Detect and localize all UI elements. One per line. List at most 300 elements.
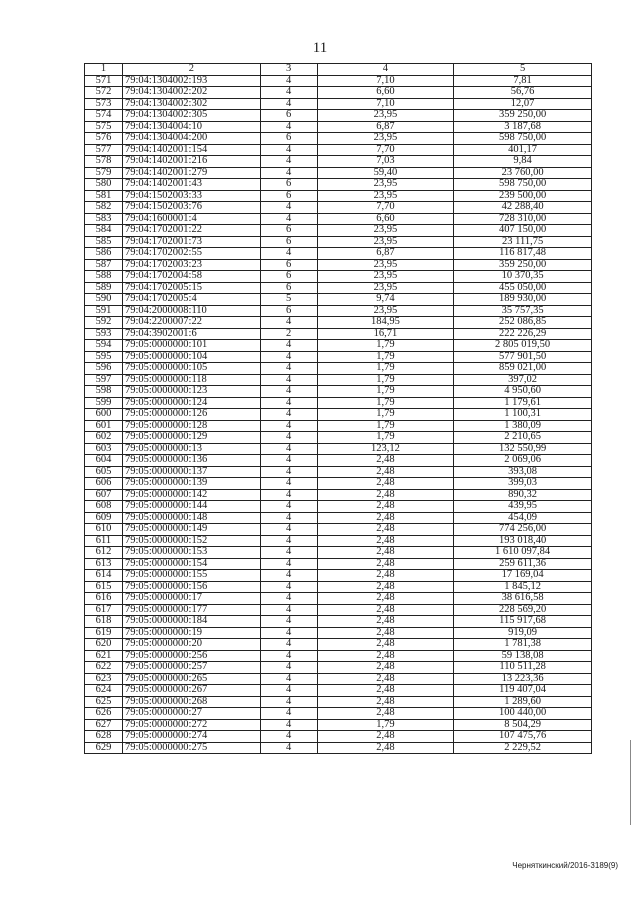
rate-value: 23,95 bbox=[317, 225, 454, 237]
row-number: 600 bbox=[85, 409, 123, 421]
group-code: 4 bbox=[260, 478, 317, 490]
group-code: 5 bbox=[260, 294, 317, 306]
group-code: 6 bbox=[260, 236, 317, 248]
row-number: 590 bbox=[85, 294, 123, 306]
rate-value: 1,79 bbox=[317, 719, 454, 731]
table-row bbox=[85, 524, 592, 536]
column-header-5: 5 bbox=[454, 64, 592, 76]
group-code: 6 bbox=[260, 282, 317, 294]
cadastral-value: 222 226,29 bbox=[454, 328, 592, 340]
rate-value: 2,48 bbox=[317, 547, 454, 559]
row-number: 609 bbox=[85, 512, 123, 524]
cadastral-value: 401,17 bbox=[454, 144, 592, 156]
cadastral-number: 79:05:0000000:156 bbox=[122, 581, 260, 593]
group-code: 4 bbox=[260, 409, 317, 421]
group-code: 4 bbox=[260, 340, 317, 352]
cadastral-number: 79:05:0000000:155 bbox=[122, 570, 260, 582]
cadastral-value: 919,09 bbox=[454, 627, 592, 639]
rate-value: 123,12 bbox=[317, 443, 454, 455]
group-code: 4 bbox=[260, 627, 317, 639]
cadastral-number: 79:05:0000000:153 bbox=[122, 547, 260, 559]
scan-margin-line bbox=[630, 740, 631, 825]
group-code: 4 bbox=[260, 213, 317, 225]
rate-value: 1,79 bbox=[317, 340, 454, 352]
cadastral-value: 774 256,00 bbox=[454, 524, 592, 536]
group-code: 4 bbox=[260, 466, 317, 478]
rate-value: 1,79 bbox=[317, 420, 454, 432]
table-row bbox=[85, 397, 592, 409]
cadastral-number: 79:05:0000000:257 bbox=[122, 662, 260, 674]
row-number: 605 bbox=[85, 466, 123, 478]
cadastral-number: 79:04:1304002:193 bbox=[122, 75, 260, 87]
table-row bbox=[85, 512, 592, 524]
group-code: 4 bbox=[260, 397, 317, 409]
rate-value: 2,48 bbox=[317, 639, 454, 651]
table-row bbox=[85, 627, 592, 639]
row-number: 578 bbox=[85, 156, 123, 168]
group-code: 4 bbox=[260, 650, 317, 662]
rate-value: 2,48 bbox=[317, 604, 454, 616]
cadastral-value: 890,32 bbox=[454, 489, 592, 501]
cadastral-number: 79:05:0000000:275 bbox=[122, 742, 260, 754]
cadastral-value: 42 288,40 bbox=[454, 202, 592, 214]
cadastral-value: 17 169,04 bbox=[454, 570, 592, 582]
cadastral-number: 79:05:0000000:123 bbox=[122, 386, 260, 398]
rate-value: 2,48 bbox=[317, 524, 454, 536]
rate-value: 1,79 bbox=[317, 432, 454, 444]
row-number: 580 bbox=[85, 179, 123, 191]
table-row bbox=[85, 558, 592, 570]
row-number: 620 bbox=[85, 639, 123, 651]
rate-value: 7,03 bbox=[317, 156, 454, 168]
table-row bbox=[85, 294, 592, 306]
table-row bbox=[85, 179, 592, 191]
cadastral-number: 79:05:0000000:105 bbox=[122, 363, 260, 375]
table-row bbox=[85, 133, 592, 145]
cadastral-value: 12,07 bbox=[454, 98, 592, 110]
row-number: 574 bbox=[85, 110, 123, 122]
rate-value: 23,95 bbox=[317, 271, 454, 283]
table-row bbox=[85, 685, 592, 697]
row-number: 611 bbox=[85, 535, 123, 547]
rate-value: 2,48 bbox=[317, 627, 454, 639]
cadastral-number: 79:04:1304002:202 bbox=[122, 87, 260, 99]
rate-value: 23,95 bbox=[317, 282, 454, 294]
rate-value: 2,48 bbox=[317, 685, 454, 697]
table-row bbox=[85, 202, 592, 214]
table-row bbox=[85, 662, 592, 674]
group-code: 6 bbox=[260, 259, 317, 271]
rate-value: 2,48 bbox=[317, 478, 454, 490]
cadastral-number: 79:05:0000000:148 bbox=[122, 512, 260, 524]
group-code: 4 bbox=[260, 524, 317, 536]
group-code: 6 bbox=[260, 110, 317, 122]
table-row bbox=[85, 489, 592, 501]
row-number: 571 bbox=[85, 75, 123, 87]
table-row bbox=[85, 432, 592, 444]
row-number: 583 bbox=[85, 213, 123, 225]
cadastral-value: 454,09 bbox=[454, 512, 592, 524]
cadastral-number: 79:05:0000000:149 bbox=[122, 524, 260, 536]
table-row bbox=[85, 409, 592, 421]
row-number: 582 bbox=[85, 202, 123, 214]
cadastral-number: 79:05:0000000:137 bbox=[122, 466, 260, 478]
rate-value: 2,48 bbox=[317, 489, 454, 501]
cadastral-number: 79:05:0000000:126 bbox=[122, 409, 260, 421]
table-row bbox=[85, 248, 592, 260]
table-row bbox=[85, 75, 592, 87]
rate-value: 1,79 bbox=[317, 363, 454, 375]
group-code: 4 bbox=[260, 75, 317, 87]
row-number: 588 bbox=[85, 271, 123, 283]
group-code: 4 bbox=[260, 87, 317, 99]
rate-value: 9,74 bbox=[317, 294, 454, 306]
rate-value: 2,48 bbox=[317, 616, 454, 628]
table-row bbox=[85, 455, 592, 467]
cadastral-number: 79:04:1702003:23 bbox=[122, 259, 260, 271]
rate-value: 2,48 bbox=[317, 673, 454, 685]
group-code: 4 bbox=[260, 570, 317, 582]
group-code: 4 bbox=[260, 432, 317, 444]
cadastral-value: 239 500,00 bbox=[454, 190, 592, 202]
rate-value: 7,10 bbox=[317, 75, 454, 87]
cadastral-value: 8 504,29 bbox=[454, 719, 592, 731]
cadastral-value: 577 901,50 bbox=[454, 351, 592, 363]
rate-value: 1,79 bbox=[317, 351, 454, 363]
cadastral-value: 9,84 bbox=[454, 156, 592, 168]
row-number: 619 bbox=[85, 627, 123, 639]
table-row bbox=[85, 121, 592, 133]
row-number: 597 bbox=[85, 374, 123, 386]
group-code: 6 bbox=[260, 305, 317, 317]
table-row bbox=[85, 719, 592, 731]
table-row bbox=[85, 190, 592, 202]
rate-value: 7,10 bbox=[317, 98, 454, 110]
rate-value: 6,87 bbox=[317, 248, 454, 260]
table-row bbox=[85, 213, 592, 225]
cadastral-value: 56,76 bbox=[454, 87, 592, 99]
table-row bbox=[85, 282, 592, 294]
group-code: 4 bbox=[260, 363, 317, 375]
rate-value: 2,48 bbox=[317, 558, 454, 570]
row-number: 572 bbox=[85, 87, 123, 99]
rate-value: 2,48 bbox=[317, 512, 454, 524]
group-code: 4 bbox=[260, 489, 317, 501]
cadastral-number: 79:05:0000000:101 bbox=[122, 340, 260, 352]
row-number: 592 bbox=[85, 317, 123, 329]
table-row bbox=[85, 673, 592, 685]
rate-value: 1,79 bbox=[317, 397, 454, 409]
row-number: 613 bbox=[85, 558, 123, 570]
group-code: 6 bbox=[260, 225, 317, 237]
row-number: 627 bbox=[85, 719, 123, 731]
rate-value: 2,48 bbox=[317, 708, 454, 720]
group-code: 4 bbox=[260, 443, 317, 455]
cadastral-value: 2 229,52 bbox=[454, 742, 592, 754]
table-row bbox=[85, 696, 592, 708]
rate-value: 7,70 bbox=[317, 202, 454, 214]
table-header-row bbox=[85, 64, 592, 76]
rate-value: 6,60 bbox=[317, 213, 454, 225]
table-row bbox=[85, 156, 592, 168]
cadastral-number: 79:05:0000000:177 bbox=[122, 604, 260, 616]
cadastral-value: 359 250,00 bbox=[454, 110, 592, 122]
row-number: 622 bbox=[85, 662, 123, 674]
group-code: 4 bbox=[260, 696, 317, 708]
row-number: 601 bbox=[85, 420, 123, 432]
cadastral-number: 79:04:1402001:279 bbox=[122, 167, 260, 179]
rate-value: 23,95 bbox=[317, 305, 454, 317]
cadastral-number: 79:05:0000000:124 bbox=[122, 397, 260, 409]
cadastral-value: 100 440,00 bbox=[454, 708, 592, 720]
cadastral-value: 1 289,60 bbox=[454, 696, 592, 708]
rate-value: 2,48 bbox=[317, 466, 454, 478]
row-number: 616 bbox=[85, 593, 123, 605]
column-header-2: 2 bbox=[122, 64, 260, 76]
row-number: 610 bbox=[85, 524, 123, 536]
cadastral-number: 79:04:3902001:6 bbox=[122, 328, 260, 340]
table-row bbox=[85, 317, 592, 329]
rate-value: 2,48 bbox=[317, 731, 454, 743]
group-code: 2 bbox=[260, 328, 317, 340]
cadastral-value: 359 250,00 bbox=[454, 259, 592, 271]
table-row bbox=[85, 351, 592, 363]
column-header-4: 4 bbox=[317, 64, 454, 76]
cadastral-value-table bbox=[84, 63, 592, 754]
row-number: 618 bbox=[85, 616, 123, 628]
row-number: 623 bbox=[85, 673, 123, 685]
row-number: 615 bbox=[85, 581, 123, 593]
cadastral-number: 79:04:1502003:76 bbox=[122, 202, 260, 214]
cadastral-value: 728 310,00 bbox=[454, 213, 592, 225]
cadastral-value: 119 407,04 bbox=[454, 685, 592, 697]
group-code: 4 bbox=[260, 673, 317, 685]
cadastral-number: 79:04:1702004:58 bbox=[122, 271, 260, 283]
group-code: 4 bbox=[260, 616, 317, 628]
cadastral-value: 1 781,38 bbox=[454, 639, 592, 651]
cadastral-number: 79:05:0000000:268 bbox=[122, 696, 260, 708]
group-code: 4 bbox=[260, 731, 317, 743]
cadastral-number: 79:04:1304004:200 bbox=[122, 133, 260, 145]
group-code: 4 bbox=[260, 121, 317, 133]
table-row bbox=[85, 87, 592, 99]
group-code: 4 bbox=[260, 420, 317, 432]
cadastral-value: 189 930,00 bbox=[454, 294, 592, 306]
table-row bbox=[85, 501, 592, 513]
group-code: 4 bbox=[260, 742, 317, 754]
cadastral-number: 79:04:1702005:15 bbox=[122, 282, 260, 294]
row-number: 595 bbox=[85, 351, 123, 363]
rate-value: 23,95 bbox=[317, 190, 454, 202]
table-row bbox=[85, 236, 592, 248]
group-code: 4 bbox=[260, 202, 317, 214]
cadastral-number: 79:04:1304002:302 bbox=[122, 98, 260, 110]
cadastral-value: 1 845,12 bbox=[454, 581, 592, 593]
table-row bbox=[85, 547, 592, 559]
cadastral-number: 79:04:1702001:73 bbox=[122, 236, 260, 248]
table-row bbox=[85, 167, 592, 179]
row-number: 575 bbox=[85, 121, 123, 133]
cadastral-value: 59 138,08 bbox=[454, 650, 592, 662]
row-number: 626 bbox=[85, 708, 123, 720]
cadastral-number: 79:05:0000000:274 bbox=[122, 731, 260, 743]
cadastral-number: 79:04:1402001:154 bbox=[122, 144, 260, 156]
document-reference: Черняткинский/2016-3189(9) bbox=[512, 861, 618, 870]
row-number: 625 bbox=[85, 696, 123, 708]
table-row bbox=[85, 340, 592, 352]
cadastral-value: 107 475,76 bbox=[454, 731, 592, 743]
row-number: 598 bbox=[85, 386, 123, 398]
cadastral-number: 79:05:0000000:104 bbox=[122, 351, 260, 363]
group-code: 4 bbox=[260, 581, 317, 593]
group-code: 4 bbox=[260, 708, 317, 720]
group-code: 4 bbox=[260, 604, 317, 616]
cadastral-number: 79:04:1304002:305 bbox=[122, 110, 260, 122]
cadastral-number: 79:05:0000000:184 bbox=[122, 616, 260, 628]
rate-value: 2,48 bbox=[317, 455, 454, 467]
rate-value: 6,87 bbox=[317, 121, 454, 133]
cadastral-value: 1 100,31 bbox=[454, 409, 592, 421]
rate-value: 2,48 bbox=[317, 570, 454, 582]
rate-value: 184,95 bbox=[317, 317, 454, 329]
row-number: 624 bbox=[85, 685, 123, 697]
cadastral-value: 228 569,20 bbox=[454, 604, 592, 616]
row-number: 596 bbox=[85, 363, 123, 375]
group-code: 4 bbox=[260, 719, 317, 731]
cadastral-value: 38 616,58 bbox=[454, 593, 592, 605]
cadastral-number: 79:05:0000000:152 bbox=[122, 535, 260, 547]
table-row bbox=[85, 616, 592, 628]
rate-value: 23,95 bbox=[317, 110, 454, 122]
group-code: 4 bbox=[260, 547, 317, 559]
table-row bbox=[85, 593, 592, 605]
row-number: 607 bbox=[85, 489, 123, 501]
table-row bbox=[85, 581, 592, 593]
cadastral-number: 79:04:1702005:4 bbox=[122, 294, 260, 306]
cadastral-value: 116 817,48 bbox=[454, 248, 592, 260]
cadastral-value: 439,95 bbox=[454, 501, 592, 513]
table-row bbox=[85, 225, 592, 237]
row-number: 581 bbox=[85, 190, 123, 202]
group-code: 6 bbox=[260, 133, 317, 145]
cadastral-number: 79:05:0000000:27 bbox=[122, 708, 260, 720]
group-code: 4 bbox=[260, 662, 317, 674]
table-row bbox=[85, 570, 592, 582]
table-row bbox=[85, 639, 592, 651]
cadastral-number: 79:05:0000000:128 bbox=[122, 420, 260, 432]
cadastral-number: 79:04:1702002:55 bbox=[122, 248, 260, 260]
cadastral-value: 598 750,00 bbox=[454, 179, 592, 191]
table-row bbox=[85, 98, 592, 110]
cadastral-value: 193 018,40 bbox=[454, 535, 592, 547]
table-row bbox=[85, 731, 592, 743]
cadastral-number: 79:05:0000000:13 bbox=[122, 443, 260, 455]
cadastral-value: 252 086,85 bbox=[454, 317, 592, 329]
cadastral-number: 79:05:0000000:139 bbox=[122, 478, 260, 490]
row-number: 606 bbox=[85, 478, 123, 490]
cadastral-number: 79:04:1402001:216 bbox=[122, 156, 260, 168]
cadastral-value: 7,81 bbox=[454, 75, 592, 87]
rate-value: 23,95 bbox=[317, 133, 454, 145]
rate-value: 2,48 bbox=[317, 662, 454, 674]
table-body bbox=[85, 75, 592, 754]
row-number: 577 bbox=[85, 144, 123, 156]
row-number: 587 bbox=[85, 259, 123, 271]
cadastral-value: 399,03 bbox=[454, 478, 592, 490]
cadastral-value: 259 611,36 bbox=[454, 558, 592, 570]
row-number: 585 bbox=[85, 236, 123, 248]
cadastral-value: 35 757,35 bbox=[454, 305, 592, 317]
table-row bbox=[85, 604, 592, 616]
cadastral-value: 1 179,61 bbox=[454, 397, 592, 409]
cadastral-value: 407 150,00 bbox=[454, 225, 592, 237]
group-code: 4 bbox=[260, 455, 317, 467]
rate-value: 23,95 bbox=[317, 259, 454, 271]
cadastral-number: 79:05:0000000:272 bbox=[122, 719, 260, 731]
row-number: 573 bbox=[85, 98, 123, 110]
group-code: 4 bbox=[260, 685, 317, 697]
row-number: 603 bbox=[85, 443, 123, 455]
cadastral-value: 132 550,99 bbox=[454, 443, 592, 455]
cadastral-value: 397,02 bbox=[454, 374, 592, 386]
table-row bbox=[85, 328, 592, 340]
rate-value: 23,95 bbox=[317, 179, 454, 191]
row-number: 594 bbox=[85, 340, 123, 352]
table-row bbox=[85, 305, 592, 317]
cadastral-number: 79:04:2000008:110 bbox=[122, 305, 260, 317]
cadastral-number: 79:05:0000000:17 bbox=[122, 593, 260, 605]
table-row bbox=[85, 478, 592, 490]
row-number: 579 bbox=[85, 167, 123, 179]
rate-value: 16,71 bbox=[317, 328, 454, 340]
rate-value: 1,79 bbox=[317, 374, 454, 386]
cadastral-number: 79:05:0000000:136 bbox=[122, 455, 260, 467]
table-row bbox=[85, 259, 592, 271]
cadastral-value: 115 917,68 bbox=[454, 616, 592, 628]
cadastral-number: 79:05:0000000:20 bbox=[122, 639, 260, 651]
row-number: 591 bbox=[85, 305, 123, 317]
group-code: 4 bbox=[260, 593, 317, 605]
rate-value: 2,48 bbox=[317, 581, 454, 593]
cadastral-value: 1 380,09 bbox=[454, 420, 592, 432]
group-code: 4 bbox=[260, 317, 317, 329]
cadastral-number: 79:05:0000000:142 bbox=[122, 489, 260, 501]
row-number: 629 bbox=[85, 742, 123, 754]
cadastral-number: 79:04:1502003:33 bbox=[122, 190, 260, 202]
cadastral-number: 79:05:0000000:267 bbox=[122, 685, 260, 697]
row-number: 612 bbox=[85, 547, 123, 559]
row-number: 621 bbox=[85, 650, 123, 662]
cadastral-value: 110 511,28 bbox=[454, 662, 592, 674]
group-code: 4 bbox=[260, 248, 317, 260]
column-header-1: 1 bbox=[85, 64, 123, 76]
rate-value: 7,70 bbox=[317, 144, 454, 156]
row-number: 576 bbox=[85, 133, 123, 145]
group-code: 4 bbox=[260, 167, 317, 179]
table-row bbox=[85, 420, 592, 432]
cadastral-value: 23 760,00 bbox=[454, 167, 592, 179]
row-number: 584 bbox=[85, 225, 123, 237]
cadastral-value: 598 750,00 bbox=[454, 133, 592, 145]
rate-value: 1,79 bbox=[317, 409, 454, 421]
page-number: 11 bbox=[312, 40, 328, 56]
cadastral-value: 13 223,36 bbox=[454, 673, 592, 685]
group-code: 6 bbox=[260, 179, 317, 191]
row-number: 617 bbox=[85, 604, 123, 616]
table-row bbox=[85, 374, 592, 386]
group-code: 4 bbox=[260, 374, 317, 386]
cadastral-number: 79:04:2200007:22 bbox=[122, 317, 260, 329]
